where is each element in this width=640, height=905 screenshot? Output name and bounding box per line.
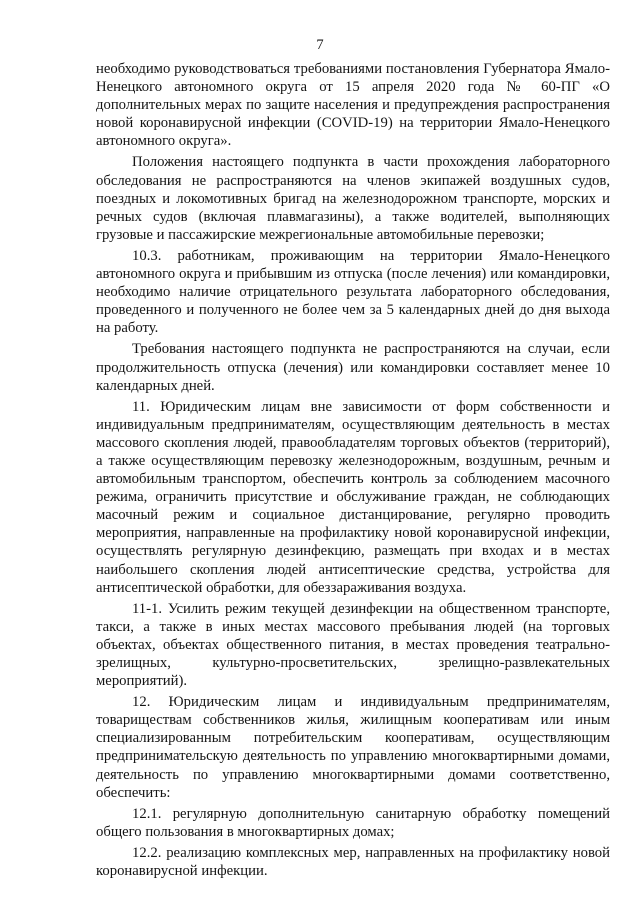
paragraph-12: 12. Юридическим лицам и индивидуальным предпринимателям, товариществам собственников жилья, жилищным кооперативам или иным специализированным потребительским кооперативам, осуществляющим предпринимательскую деятельность по управлению многоквартирными домами, деятельность по управлению многоквартирными домами соответственно, обеспечить: [96,694,610,801]
paragraph-11: 11. Юридическим лицам вне зависимости от форм собственности и индивидуальным предпринимателям, осуществляющим деятельность в местах массового скопления людей, правообладателям торговых объектов (территорий), а также осуществляющим перевозку железнодорожным, воздушным, речным и автомобильным транспортом, обеспечить контроль за соблюдением масочного режима, ограничить присутствие и обслуживание граждан, не соблюдающих масочный режим и социальное дистанцирование, регулярно проводить мероприятия, направленные на профилактику новой коронавирусной инфекции, осуществлять регулярную дезинфекцию, размещать при входах и в местах наибольшего скопления людей антисептические средства, устройства для антисептической обработки, для обеззараживания воздуха. [96,398,610,596]
paragraph-exceptions: Положения настоящего подпункта в части прохождения лабораторного обследования не распространяются на членов экипажей воздушных судов, поездных и локомотивных бригад на железнодорожном транспорте, морских и речных судов (включая плавмагазины), а также водителей, выполняющих грузовые и пассажирские межрегиональные автомобильные перевозки; [96,154,610,243]
page-number: 7 [316,37,324,53]
paragraph-10-3: 10.3. работникам, проживающим на территории Ямало-Ненецкого автономного округа и прибывшим из отпуска (после лечения) или командировки, необходимо наличие отрицательного результата лабораторного обследования, проведенного и полученного не более чем за 5 календарных дней до дня выхода на работу. [96,247,610,337]
document-body [96,60,610,883]
paragraph-12-2: 12.2. реализацию комплексных мер, направленных на профилактику новой коронавирусной инфекции. [96,844,610,880]
paragraph-10-3-exceptions: Требования настоящего подпункта не распространяются на случаи, если продолжительность отпуска (лечения) или командировки составляет менее 10 календарных дней. [96,341,610,394]
paragraph-continuation: необходимо руководствоваться требованиями постановления Губернатора Ямало-Ненецкого автономного округа от 15 апреля 2020 года № 60-ПГ «О дополнительных мерах по защите населения и предупреждения распространения новой коронавирусной инфекции (COVID-19) на территории Ямало-Ненецкого автономного округа». [96,61,610,150]
paragraph-11-1: 11-1. Усилить режим текущей дезинфекции на общественном транспорте, такси, а также в иных местах массового пребывания людей (на торговых объектах, объектах общественного питания, в местах проведения театрально-зрелищных, культурно-просветительских, зрелищно-развлекательных мероприятий). [96,600,610,690]
paragraph-12-1: 12.1. регулярную дополнительную санитарную обработку помещений общего пользования в многоквартирных домах; [96,805,610,840]
